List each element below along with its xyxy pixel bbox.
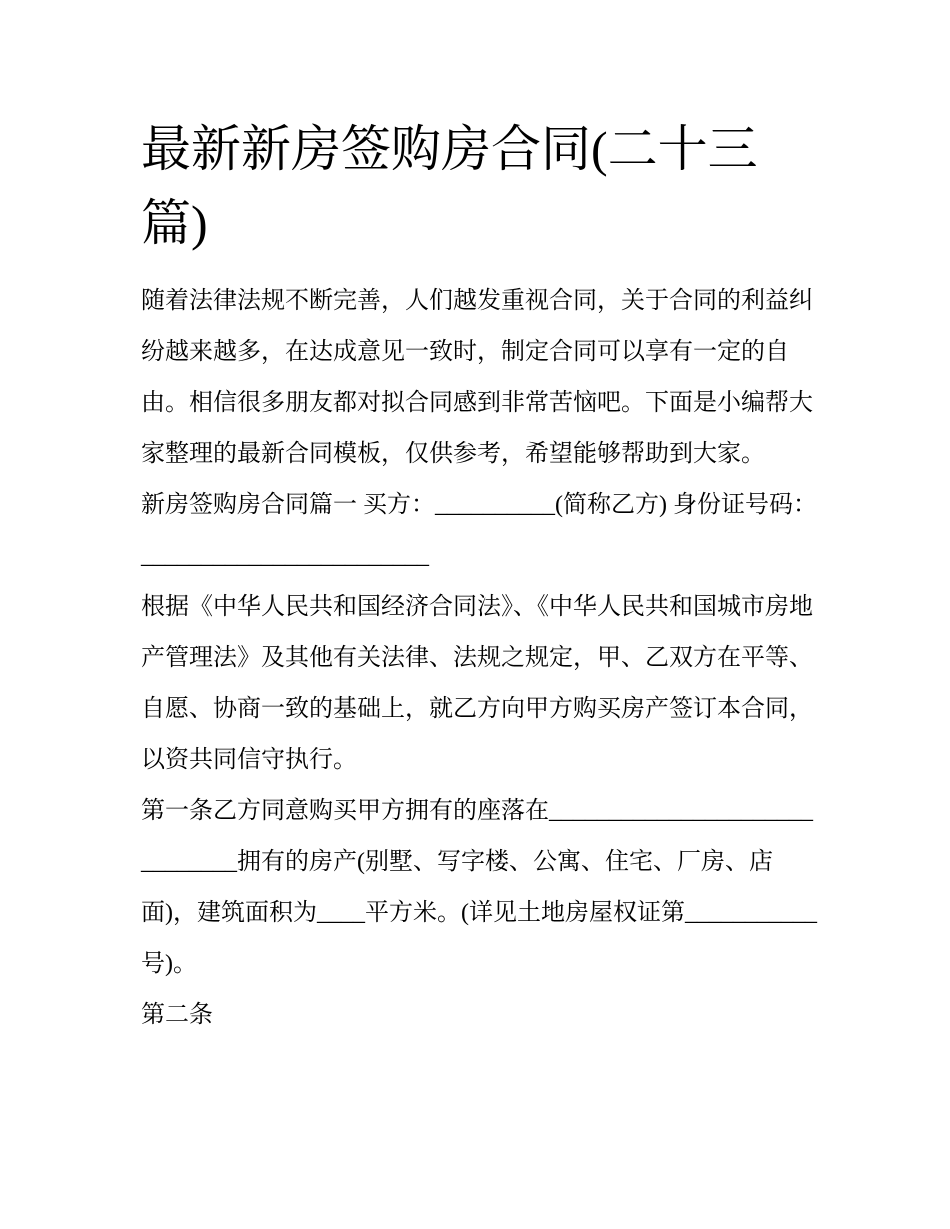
legal-basis-paragraph: 根据《中华人民共和国经济合同法》、《中华人民共和国城市房地产管理法》及其他有关法律、法规之规定，甲、乙双方在平等、自愿、协商一致的基础上，就乙方向甲方购买房产签订本合同，以资共同信守执行。 [141,594,813,773]
article-two-heading: 第二条 [141,1002,213,1028]
document-title: 最新新房签购房合同(二十三篇) [141,121,758,251]
article-one-paragraph: 第一条乙方同意购买甲方拥有的座落在______________________________拥有的房产(别墅、写字楼、公寓、住宅、厂房、店面)，建筑面积为____平方米。(详见土地房屋权证第___________号)。 [141,798,817,977]
document-body [141,276,821,1041]
intro-paragraph: 随着法律法规不断完善，人们越发重视合同，关于合同的利益纠纷越来越多，在达成意见一致时，制定合同可以享有一定的自由。相信很多朋友都对拟合同感到非常苦恼吧。下面是小编帮大家整理的最新合同模板，仅供参考，希望能够帮助到大家。 [141,288,813,467]
buyer-info-paragraph: 新房签购房合同篇一 买方：__________(简称乙方) 身份证号码：________________________ [141,492,817,569]
